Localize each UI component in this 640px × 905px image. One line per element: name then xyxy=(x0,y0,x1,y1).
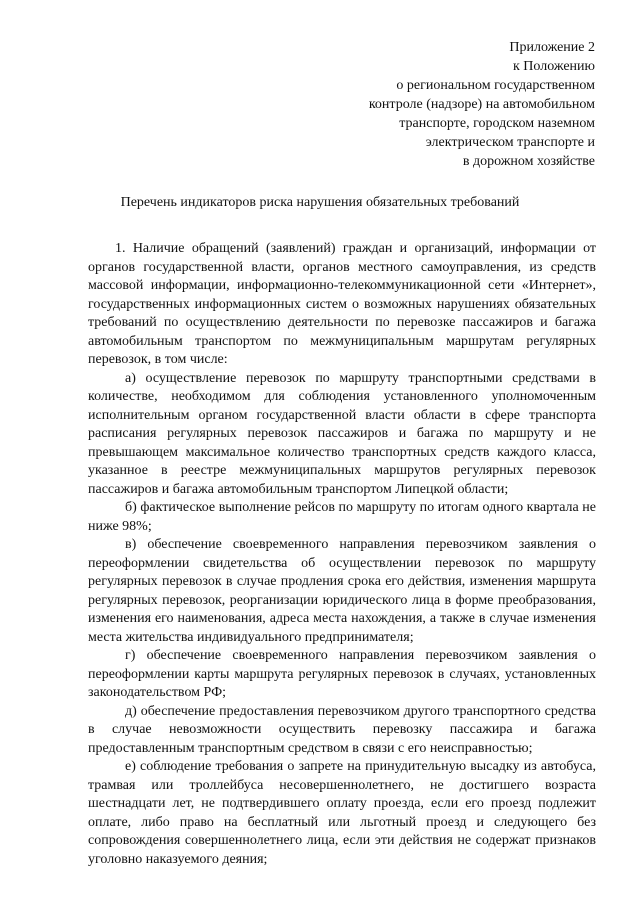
paragraph-g: г) обеспечение своевременного направления перевозчиком заявления о переоформлении карты маршрута регулярных перевозок в случаях, установленных законодательством РФ; xyxy=(88,648,596,700)
paragraph-a: а) осуществление перевозок по маршруту транспортными средствами в количестве, необходимом для соблюдения установленного уполномоченным исполнительным органом государственной власти области в сфере транспорта расписания регулярных перевозок пассажиров и багажа по маршруту и не превышающем максимальное количество транспортных средств каждого класса, указанное в реестре межмуниципальных маршрутов регулярных перевозок пассажиров и багажа автомобильным транспортом Липецкой области; xyxy=(88,370,596,497)
paragraph-d: д) обеспечение предоставления перевозчиком другого транспортного средства в случае невозможности осуществить перевозку пассажира и багажа предоставленным транспортным средством в связи с его неисправностью; xyxy=(88,703,596,756)
paragraph-b: б) фактическое выполнение рейсов по маршруту по итогам одного квартала не ниже 98%; xyxy=(88,500,596,534)
appendix-line: транспорте, городском наземном xyxy=(399,116,595,131)
document-body xyxy=(88,240,596,869)
document-title: Перечень индикаторов риска нарушения обязательных требований xyxy=(120,195,520,210)
paragraph-v: в) обеспечение своевременного направления перевозчиком заявления о переоформлении свидетельства об осуществлении перевозок по маршруту регулярных перевозок в случае продления срока его действия, изменения маршрута регулярных перевозок, реорганизации юридического лица в форме преобразования, изменения его наименования, адреса места нахождения, а также в случае изменения места жительства индивидуального предпринимателя; xyxy=(88,537,596,645)
appendix-line: электрическом транспорте и xyxy=(425,135,595,150)
appendix-line: контроле (надзоре) на автомобильном xyxy=(368,97,595,112)
paragraph-e: е) соблюдение требования о запрете на принудительную высадку из автобуса, трамвая или троллейбуса несовершеннолетнего, не достигшего возраста шестнадцати лет, не подтвердившего оплату проезда, если его проезд подлежит оплате, либо право на бесплатный или льготный проезд и следующего без сопровождения совершеннолетнего лица, если эти действия не содержат признаков уголовно наказуемого деяния; xyxy=(88,759,596,867)
paragraph-1: 1. Наличие обращений (заявлений) граждан и организаций, информации от органов государственной власти, органов местного самоуправления, из средств массовой информации, информационно-телекоммуникационной сети «Интернет», государственных информационных систем о возможных нарушениях обязательных требований по осуществлению деятельности по перевозке пассажиров и багажа автомобильным транспортом по межмуниципальным маршрутам регулярных перевозок, в том числе: xyxy=(88,241,596,367)
appendix-line: в дорожном хозяйстве xyxy=(462,154,595,169)
appendix-header xyxy=(369,38,595,171)
appendix-line: к Положению xyxy=(512,59,595,74)
appendix-line: Приложение 2 xyxy=(509,40,595,55)
appendix-line: о региональном государственном xyxy=(396,78,595,93)
